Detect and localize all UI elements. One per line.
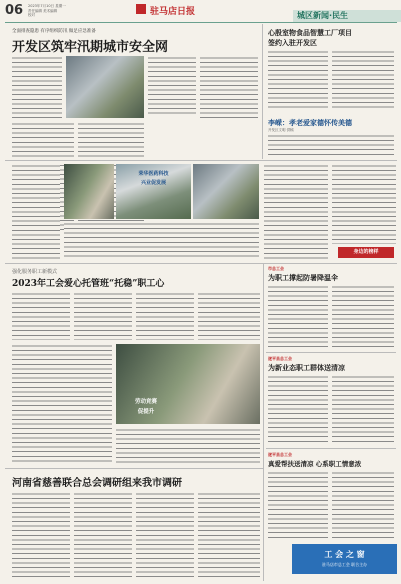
bottom-text-col-4 — [198, 492, 260, 578]
right-top-title2: 李嵘：孝老爱家德怀传美德 — [268, 118, 352, 127]
right-s1-title: 为职工撑起防暑降温伞 — [268, 273, 338, 282]
right-top-text-col-2 — [332, 50, 394, 108]
right-s2-text-col-2 — [332, 375, 394, 445]
lead-text-col-5 — [200, 56, 258, 118]
labor-text-bottom — [116, 428, 260, 464]
right-s2-kicker: 遂平县总工会 — [268, 356, 292, 361]
right-top-text-col-3 — [268, 134, 394, 158]
lead-kicker: 全面排查隐患 有序组织防汛 做足应急准备 — [12, 29, 96, 34]
lead-title: 开发区筑牢汛期城市安全网 — [12, 40, 169, 55]
issue-date: 2023年7月10日 星期一 — [28, 4, 66, 8]
labor-text-col — [12, 344, 112, 464]
right-top-title-line2: 签约入驻开发区 — [268, 38, 317, 47]
right-s1-kicker: 市总工会 — [268, 266, 284, 271]
proofread-line: 校对 — [28, 13, 35, 17]
feature-text-col-r1 — [264, 164, 328, 260]
feature-photo-right — [193, 164, 259, 219]
middle-text-col-3 — [136, 292, 194, 340]
right-top-title2-sub: 开发区文明 供稿 — [268, 128, 294, 132]
lead-text-col-1 — [12, 56, 62, 118]
union-window-title: 工 会 之 窗 — [324, 549, 365, 559]
logo-seal-icon — [136, 4, 146, 14]
middle-text-col-1 — [12, 292, 70, 340]
right-s2-rule — [266, 352, 396, 353]
labor-caption-line2: 促提升 — [137, 409, 155, 415]
page-number: 06 — [5, 3, 24, 18]
role-model-badge: 身边的榜样 — [338, 247, 394, 258]
feature-text-bottom — [64, 222, 259, 260]
bottom-text-col-2 — [74, 492, 132, 578]
editor-line: 责任编辑 美术编辑 — [28, 8, 58, 13]
labor-caption-line1: 劳动竞赛 — [134, 399, 157, 405]
middle-title: 2023年工会爱心托管班“托稳”职工心 — [12, 279, 165, 289]
bottom-text-col-3 — [136, 492, 194, 578]
middle-kicker: 强化服务职工新模式 — [12, 269, 58, 275]
section-banner: 城区新闻·民生 — [293, 10, 401, 22]
middle-text-col-2 — [74, 292, 132, 340]
feature-caption-line2: 兴业促发展 — [140, 180, 166, 186]
lead-text-col-4 — [148, 56, 196, 116]
issue-meta — [28, 4, 88, 18]
lead-photo — [66, 56, 144, 118]
right-top-text-col-1 — [268, 50, 328, 108]
middle-text-col-4 — [198, 292, 260, 340]
feature-caption-line1: 荣华医药科技 — [138, 171, 169, 177]
column-divider — [262, 24, 263, 159]
bottom-rule — [5, 468, 263, 469]
feature-text-col-left — [12, 164, 60, 260]
mid-rule — [5, 263, 397, 264]
union-window-sub: 驻马店市总工会 联合主办 — [321, 562, 368, 567]
right-s3-text-col-2 — [332, 471, 394, 541]
right-s3-kicker: 遂平县总工会 — [268, 452, 292, 457]
right-s2-text-col-1 — [268, 375, 328, 445]
band-rule — [5, 160, 397, 161]
union-window-box — [292, 544, 397, 574]
right-s1-text-col-2 — [332, 285, 394, 349]
feature-photo-left — [64, 164, 114, 219]
bottom-text-col-1 — [12, 492, 70, 578]
right-column-divider — [263, 263, 264, 581]
feature-text-col-r2 — [332, 164, 396, 244]
right-top-title-line1: 心殷室物食品智慧工厂项目 — [268, 28, 352, 37]
right-s2-title: 为新业态职工群体送清凉 — [268, 363, 345, 372]
right-s3-rule — [266, 448, 396, 449]
header-rule — [5, 22, 397, 23]
right-s1-text-col-1 — [268, 285, 328, 349]
right-s3-text-col-1 — [268, 471, 328, 541]
bottom-title: 河南省慈善联合总会调研组来我市调研 — [12, 478, 182, 489]
right-s3-title: 真爱帮扶送清凉 心系职工情意浓 — [268, 460, 362, 468]
newspaper-logo: 驻马店日报 — [150, 7, 196, 17]
